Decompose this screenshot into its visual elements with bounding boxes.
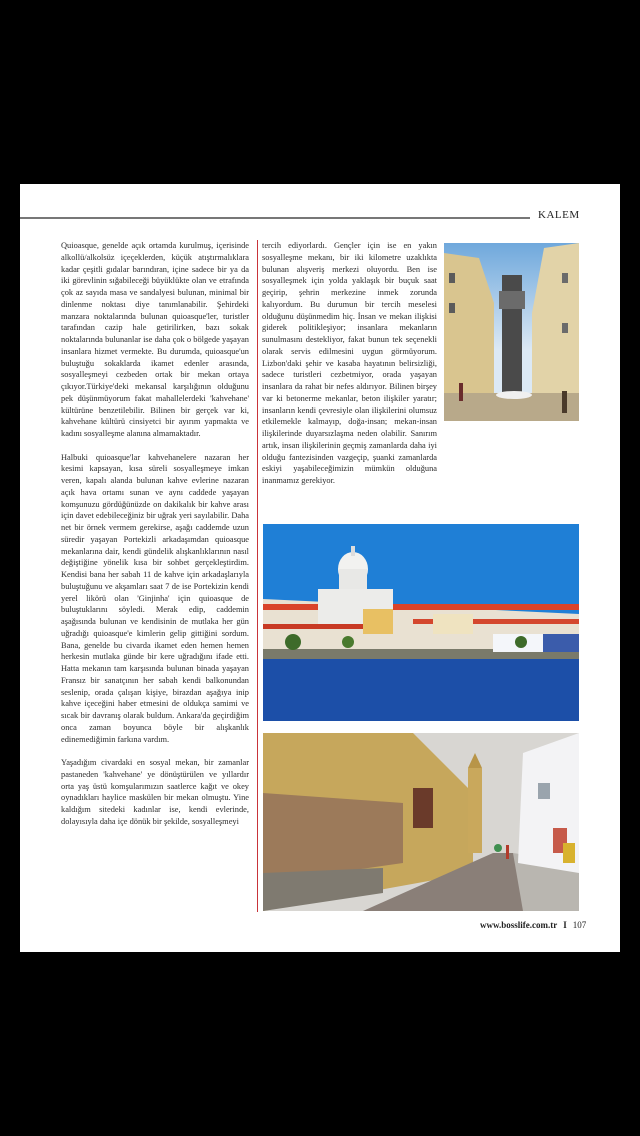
website-url: www.bosslife.com.tr: [480, 920, 558, 930]
paragraph: Quioasque, genelde açık ortamda kurulmuş, içerisinde alkollü/alkolsüz içeçeklerden, küçük atıştırmalıklara kadar çeşitli gıdalar barındıran, içine sadece bir ya da iki görevlinin sığabileceği büyüklükte olan ve etrafında çok az sayıda masa ve sandalyesi bulunan, minimal bir dinlenme noktası diye tanımlanabilir. Şehirdeki manzara noktalarında bulunan quioasque'ler, turistler tarafından cazip hale getirilirken, bazı sokak noktalarında bulunanlar ise daha çok o bölgede yaşayan insanlara hizmet vermekte. Bu durumda, quioasque'un buluştuğu sokaklarda ikamet edenler arasında, sosyalleşmeyi cezbeden ortak bir mekan ortaya çıkıyor.Türkiye'deki mekansal karşılığının olduğunu pek düşünmüyorum fakat mahallelerdeki 'kahvehane' kültürüne benzetilebilir. Bilinen bir gerçek var ki, kahvehane kültürü cinsiyetci bir ayırım yapmakta ve kadını sosyalleşme alanına almamaktadır.: [61, 241, 249, 438]
column-divider: [257, 240, 258, 912]
photo-cobblestone-street: [263, 733, 579, 911]
paragraph: tercih ediyorlardı. Gençler için ise en yakın sosyalleşme mekanı, bir iki kilometre uzaklıkta bulunan alışveriş merkezi oluyordu. Ben ise sosyalleşmek için yolda yaklaşık bir buçuk saat geçirip, şehrin merkezine inmek zorunda kalıyordum. Bu durumun bir tercih meselesi olduğunu düşünmedim hiç. İnsan ve mekan ilişkisi giderek politikleşiyor; insanlara mekanların sunulmasını destekliyor, fakat bunun tek seçenekli olarak servis edilmesini uygun görmüyorum. Lizbon'daki şehir ve kasaba hayatının belirsizliği, sadece turistleri cezbetmiyor, orada yaşayan insanlara da rahat bir nefes aldırıyor. Bilinen birşey var ki betonerme mekanlar, beton ilişkiler yaratır; insanların kendi çevresiyle olan ilişkilerini olumsuz etkilemekle kalmayıp, doğa-insan; mekan-insan ilişkilerinde duyarsızlaşma neden olabilir. Sanırım artık, insan ilişkilerinin geçmiş zamanlarda daha iyi olduğu fantezisinden vazgeçip, şuanki zamanlarda eskiyi yaşabileceğimizin mümkün olduğuna inanmamız gerekiyor.: [262, 241, 437, 485]
photo-lisbon-skyline: [263, 524, 579, 721]
page-number: 107: [572, 920, 587, 930]
article-column-left: [61, 240, 249, 839]
header-rule: [20, 217, 530, 219]
footer-separator: I: [563, 920, 567, 930]
magazine-page: [20, 184, 620, 952]
photo-santa-justa-street: [444, 243, 579, 421]
article-column-right: [262, 240, 437, 499]
paragraph: Yaşadığım civardaki en sosyal mekan, bir zamanlar pastaneden 'kahvehane' ye dönüştürülen ve yıllardır orta yaş üstü komşularımızın saatlerce kağıt ve okey oynadıkları haylice maskülen bir mekan olmuştu. Yine kaldığım sitedeki kadınlar ise, kendi evlerinde, dolayısıyla daha içe dönük bir şekilde, sosyalleşmeyi: [61, 758, 249, 826]
page-footer: [480, 920, 586, 930]
section-label: KALEM: [538, 209, 580, 221]
paragraph: Halbuki quioasque'lar kahvehanelere nazaran her kesimi kapsayan, kısa süreli sosyalleşmeye imkan veren, kapalı alanda bulunan kahve evlerine nazaran açık hava ortamı sunan ve aynı caddede yaşayan komşunuzu gördüğünüzde on dakikalık bir kahve arası için davet edebileceğiniz bir uğrak yeri sayılabilir. Daha net bir örnek vermem gerekirse, aşağı caddemde uzun süredir yaşayan Portekizli arkadaşımdan quioasque mekanlarına dair, kendi gündelik alışkanlıklarının nasıl değiştiğine yönelik kısa bir sohbet gerçekleştirdim. Kendisi bana her sabah 11 de kahve için arkadaşlarıyla buluştuğunu ve akşamları saat 7 de ise Portekizin kendi yerel likörü olan 'Ginjinha' için quioasque de buluştuklarını söyledi. Merak edip, caddemin aşağısında bulunan ve kendisinin de mutlaka her gün uğradığı quioasque'e kimlerin gelip gittiğini sordum. Bana, genelde bu civarda ikamet eden hemen hemen herkesin mutlaka günde bir kere uğradığını ifade etti. Hatta mekanın tam karşısında bulunan binada yaşayan Fransız bir sanatçının her sabah kendi balkonundan seslenip, orada çalışan kişiye, birazdan aşağıya inip kahve içeceğini haber etmesini de oldukça samimi ve sıcak bir davranış olarak buldum. Ankara'da geçirdiğim onca zaman boyunca böyle bir alışkanlık edinemediğimin farkına vardım.: [61, 452, 249, 744]
